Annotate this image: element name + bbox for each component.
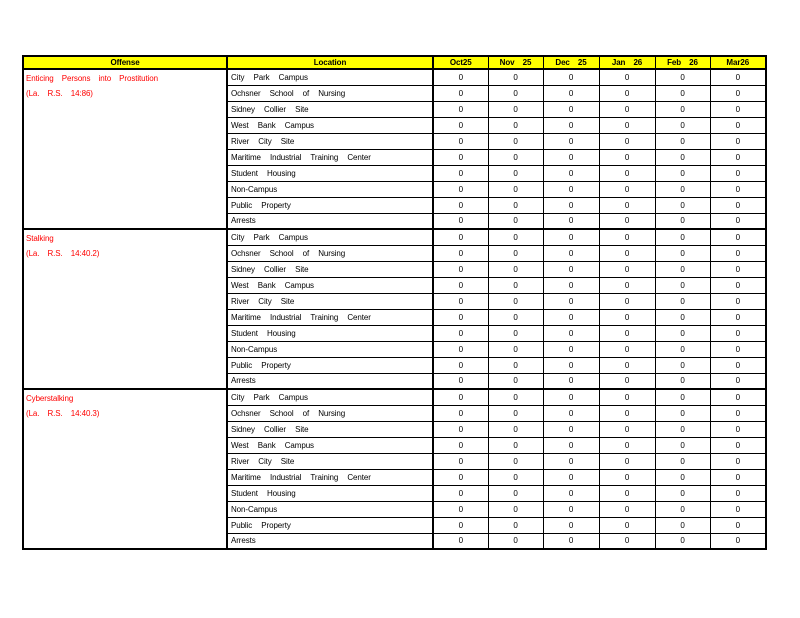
- count-cell: 0: [599, 261, 655, 277]
- count-cell: 0: [433, 437, 488, 453]
- count-cell: 0: [655, 229, 710, 245]
- count-cell: 0: [433, 69, 488, 85]
- count-cell: 0: [543, 229, 599, 245]
- count-cell: 0: [710, 437, 766, 453]
- count-cell: 0: [488, 405, 543, 421]
- count-cell: 0: [433, 229, 488, 245]
- location-cell: Public Property: [227, 357, 433, 373]
- count-cell: 0: [655, 245, 710, 261]
- count-cell: 0: [488, 517, 543, 533]
- count-cell: 0: [543, 213, 599, 229]
- count-cell: 0: [433, 197, 488, 213]
- count-cell: 0: [543, 437, 599, 453]
- location-cell: River City Site: [227, 133, 433, 149]
- count-cell: 0: [599, 85, 655, 101]
- count-cell: 0: [433, 85, 488, 101]
- count-cell: 0: [710, 165, 766, 181]
- location-cell: West Bank Campus: [227, 277, 433, 293]
- count-cell: 0: [599, 117, 655, 133]
- count-cell: 0: [655, 309, 710, 325]
- count-cell: 0: [599, 341, 655, 357]
- count-cell: 0: [543, 421, 599, 437]
- count-cell: 0: [488, 485, 543, 501]
- table-row: [23, 69, 766, 85]
- count-cell: 0: [710, 533, 766, 549]
- count-cell: 0: [655, 517, 710, 533]
- count-cell: 0: [543, 197, 599, 213]
- count-cell: 0: [433, 341, 488, 357]
- count-cell: 0: [599, 421, 655, 437]
- count-cell: 0: [655, 69, 710, 85]
- count-cell: 0: [599, 437, 655, 453]
- count-cell: 0: [599, 325, 655, 341]
- count-cell: 0: [655, 261, 710, 277]
- count-cell: 0: [710, 421, 766, 437]
- count-cell: 0: [710, 149, 766, 165]
- count-cell: 0: [710, 485, 766, 501]
- count-cell: 0: [710, 341, 766, 357]
- count-cell: 0: [543, 453, 599, 469]
- location-cell: River City Site: [227, 453, 433, 469]
- count-cell: 0: [710, 293, 766, 309]
- count-cell: 0: [655, 197, 710, 213]
- month-column-header: Feb 26: [655, 56, 710, 69]
- count-cell: 0: [599, 181, 655, 197]
- count-cell: 0: [543, 389, 599, 405]
- count-cell: 0: [488, 293, 543, 309]
- count-cell: 0: [433, 261, 488, 277]
- count-cell: 0: [710, 181, 766, 197]
- count-cell: 0: [543, 309, 599, 325]
- offense-cell: [23, 69, 227, 229]
- count-cell: 0: [655, 85, 710, 101]
- count-cell: 0: [488, 213, 543, 229]
- count-cell: 0: [543, 277, 599, 293]
- header-row: [23, 56, 766, 69]
- count-cell: 0: [488, 309, 543, 325]
- count-cell: 0: [433, 325, 488, 341]
- count-cell: 0: [488, 421, 543, 437]
- count-cell: 0: [655, 437, 710, 453]
- count-cell: 0: [599, 357, 655, 373]
- count-cell: 0: [655, 117, 710, 133]
- count-cell: 0: [543, 485, 599, 501]
- count-cell: 0: [599, 101, 655, 117]
- location-cell: Maritime Industrial Training Center: [227, 309, 433, 325]
- count-cell: 0: [599, 453, 655, 469]
- count-cell: 0: [710, 229, 766, 245]
- count-cell: 0: [433, 421, 488, 437]
- count-cell: 0: [488, 197, 543, 213]
- count-cell: 0: [488, 261, 543, 277]
- location-cell: Student Housing: [227, 485, 433, 501]
- location-cell: River City Site: [227, 293, 433, 309]
- count-cell: 0: [599, 197, 655, 213]
- count-cell: 0: [710, 213, 766, 229]
- location-cell: City Park Campus: [227, 389, 433, 405]
- count-cell: 0: [655, 389, 710, 405]
- count-cell: 0: [599, 149, 655, 165]
- count-cell: 0: [488, 101, 543, 117]
- count-cell: 0: [488, 501, 543, 517]
- count-cell: 0: [488, 229, 543, 245]
- count-cell: 0: [599, 373, 655, 389]
- count-cell: 0: [433, 517, 488, 533]
- count-cell: 0: [433, 165, 488, 181]
- count-cell: 0: [433, 501, 488, 517]
- count-cell: 0: [655, 133, 710, 149]
- location-cell: Public Property: [227, 197, 433, 213]
- count-cell: 0: [488, 85, 543, 101]
- count-cell: 0: [433, 485, 488, 501]
- count-cell: 0: [599, 213, 655, 229]
- location-cell: Ochsner School of Nursing: [227, 85, 433, 101]
- count-cell: 0: [543, 117, 599, 133]
- count-cell: 0: [543, 405, 599, 421]
- location-cell: Non-Campus: [227, 341, 433, 357]
- count-cell: 0: [488, 373, 543, 389]
- count-cell: 0: [488, 277, 543, 293]
- count-cell: 0: [599, 245, 655, 261]
- count-cell: 0: [655, 293, 710, 309]
- count-cell: 0: [488, 389, 543, 405]
- count-cell: 0: [543, 357, 599, 373]
- count-cell: 0: [543, 293, 599, 309]
- month-column-header: Nov 25: [488, 56, 543, 69]
- location-cell: West Bank Campus: [227, 117, 433, 133]
- count-cell: 0: [710, 277, 766, 293]
- count-cell: 0: [599, 485, 655, 501]
- month-column-header: Jan 26: [599, 56, 655, 69]
- location-cell: Non-Campus: [227, 181, 433, 197]
- count-cell: 0: [655, 373, 710, 389]
- count-cell: 0: [710, 357, 766, 373]
- count-cell: 0: [488, 469, 543, 485]
- count-cell: 0: [599, 389, 655, 405]
- count-cell: 0: [599, 229, 655, 245]
- count-cell: 0: [543, 373, 599, 389]
- count-cell: 0: [488, 165, 543, 181]
- count-cell: 0: [710, 101, 766, 117]
- offense-column-header: Offense: [23, 56, 227, 69]
- count-cell: 0: [655, 149, 710, 165]
- location-column-header: Location: [227, 56, 433, 69]
- count-cell: 0: [710, 85, 766, 101]
- count-cell: 0: [543, 517, 599, 533]
- count-cell: 0: [543, 165, 599, 181]
- location-cell: Student Housing: [227, 165, 433, 181]
- count-cell: 0: [543, 533, 599, 549]
- count-cell: 0: [433, 453, 488, 469]
- count-cell: 0: [488, 325, 543, 341]
- count-cell: 0: [599, 293, 655, 309]
- count-cell: 0: [655, 325, 710, 341]
- count-cell: 0: [433, 277, 488, 293]
- location-cell: West Bank Campus: [227, 437, 433, 453]
- count-cell: 0: [655, 405, 710, 421]
- location-cell: Maritime Industrial Training Center: [227, 469, 433, 485]
- count-cell: 0: [655, 181, 710, 197]
- location-cell: Sidney Collier Site: [227, 421, 433, 437]
- count-cell: 0: [433, 405, 488, 421]
- count-cell: 0: [710, 309, 766, 325]
- table-row: [23, 229, 766, 245]
- table-body: [23, 69, 766, 549]
- offense-cell: [23, 229, 227, 389]
- count-cell: 0: [599, 165, 655, 181]
- count-cell: 0: [433, 293, 488, 309]
- count-cell: 0: [710, 373, 766, 389]
- location-cell: Non-Campus: [227, 501, 433, 517]
- count-cell: 0: [655, 165, 710, 181]
- location-cell: Arrests: [227, 213, 433, 229]
- count-cell: 0: [655, 533, 710, 549]
- count-cell: 0: [433, 101, 488, 117]
- count-cell: 0: [655, 485, 710, 501]
- location-cell: Maritime Industrial Training Center: [227, 149, 433, 165]
- count-cell: 0: [433, 373, 488, 389]
- offense-cell: [23, 389, 227, 549]
- count-cell: 0: [543, 261, 599, 277]
- location-cell: Sidney Collier Site: [227, 101, 433, 117]
- count-cell: 0: [433, 149, 488, 165]
- count-cell: 0: [543, 181, 599, 197]
- count-cell: 0: [655, 421, 710, 437]
- count-cell: 0: [710, 133, 766, 149]
- count-cell: 0: [543, 133, 599, 149]
- count-cell: 0: [543, 149, 599, 165]
- count-cell: 0: [655, 469, 710, 485]
- count-cell: 0: [543, 341, 599, 357]
- count-cell: 0: [433, 533, 488, 549]
- count-cell: 0: [488, 117, 543, 133]
- month-column-header: Mar26: [710, 56, 766, 69]
- location-cell: Student Housing: [227, 325, 433, 341]
- count-cell: 0: [599, 533, 655, 549]
- count-cell: 0: [488, 357, 543, 373]
- location-cell: Ochsner School of Nursing: [227, 245, 433, 261]
- count-cell: 0: [488, 341, 543, 357]
- location-cell: City Park Campus: [227, 69, 433, 85]
- location-cell: Ochsner School of Nursing: [227, 405, 433, 421]
- count-cell: 0: [488, 133, 543, 149]
- count-cell: 0: [543, 245, 599, 261]
- month-column-header: Dec 25: [543, 56, 599, 69]
- count-cell: 0: [433, 117, 488, 133]
- count-cell: 0: [710, 453, 766, 469]
- count-cell: 0: [710, 69, 766, 85]
- count-cell: 0: [599, 133, 655, 149]
- count-cell: 0: [710, 501, 766, 517]
- count-cell: 0: [488, 437, 543, 453]
- count-cell: 0: [710, 325, 766, 341]
- count-cell: 0: [710, 261, 766, 277]
- count-cell: 0: [599, 69, 655, 85]
- location-cell: Arrests: [227, 373, 433, 389]
- count-cell: 0: [655, 357, 710, 373]
- location-cell: Sidney Collier Site: [227, 261, 433, 277]
- count-cell: 0: [599, 501, 655, 517]
- count-cell: 0: [710, 389, 766, 405]
- count-cell: 0: [433, 389, 488, 405]
- month-column-header: Oct25: [433, 56, 488, 69]
- count-cell: 0: [488, 533, 543, 549]
- count-cell: 0: [543, 469, 599, 485]
- count-cell: 0: [433, 213, 488, 229]
- count-cell: 0: [488, 453, 543, 469]
- count-cell: 0: [710, 117, 766, 133]
- count-cell: 0: [655, 277, 710, 293]
- table-row: [23, 389, 766, 405]
- count-cell: 0: [710, 245, 766, 261]
- offense-name: Cyberstalking: [26, 394, 74, 403]
- count-cell: 0: [655, 213, 710, 229]
- offense-statute: (La. R.S. 14:86): [26, 89, 93, 98]
- count-cell: 0: [488, 69, 543, 85]
- offense-name: Stalking: [26, 234, 54, 243]
- count-cell: 0: [543, 85, 599, 101]
- count-cell: 0: [433, 309, 488, 325]
- count-cell: 0: [655, 101, 710, 117]
- count-cell: 0: [488, 181, 543, 197]
- offense-statute: (La. R.S. 14:40.3): [26, 409, 100, 418]
- count-cell: 0: [599, 277, 655, 293]
- count-cell: 0: [543, 325, 599, 341]
- count-cell: 0: [599, 517, 655, 533]
- count-cell: 0: [710, 469, 766, 485]
- count-cell: 0: [488, 245, 543, 261]
- count-cell: 0: [488, 149, 543, 165]
- count-cell: 0: [543, 501, 599, 517]
- count-cell: 0: [599, 405, 655, 421]
- count-cell: 0: [599, 469, 655, 485]
- count-cell: 0: [543, 101, 599, 117]
- offense-statute: (La. R.S. 14:40.2): [26, 249, 100, 258]
- count-cell: 0: [710, 197, 766, 213]
- count-cell: 0: [655, 341, 710, 357]
- count-cell: 0: [655, 453, 710, 469]
- count-cell: 0: [433, 181, 488, 197]
- offense-name: Enticing Persons into Prostitution: [26, 74, 158, 83]
- count-cell: 0: [433, 245, 488, 261]
- count-cell: 0: [710, 517, 766, 533]
- crime-stats-table: [22, 55, 767, 550]
- count-cell: 0: [655, 501, 710, 517]
- count-cell: 0: [710, 405, 766, 421]
- count-cell: 0: [543, 69, 599, 85]
- count-cell: 0: [433, 469, 488, 485]
- location-cell: City Park Campus: [227, 229, 433, 245]
- count-cell: 0: [433, 357, 488, 373]
- count-cell: 0: [599, 309, 655, 325]
- count-cell: 0: [433, 133, 488, 149]
- location-cell: Arrests: [227, 533, 433, 549]
- location-cell: Public Property: [227, 517, 433, 533]
